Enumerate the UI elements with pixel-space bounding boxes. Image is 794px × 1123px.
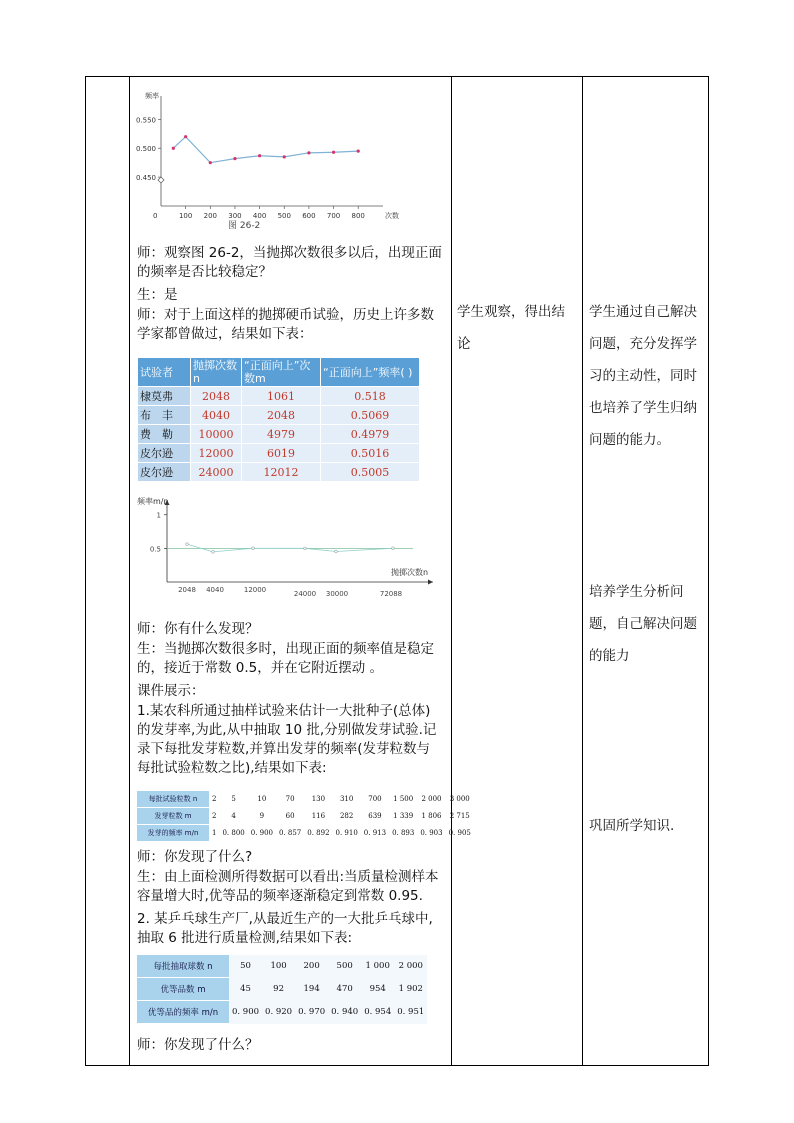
table-cell: 2 — [212, 795, 217, 804]
table-cell: 0.5069 — [321, 406, 420, 425]
table-header: 发芽的频率 m/n — [137, 825, 209, 842]
table-cell: 12012 — [242, 463, 321, 482]
x-tick-label: 400 — [252, 212, 267, 220]
exercise-1: 1.某农科所通过抽样试验来估计一大批种子(总体)的发芽率,为此,从中抽取 10 批,分别做发芽试验.记录下每批发芽粒数,并算出发芽的频率(发芽粒数与每批试验粒数之比),结果如下表: — [137, 703, 437, 776]
student-answer-1: 生：是 — [137, 287, 178, 303]
table-cell: 1 000 — [361, 955, 394, 978]
table-cell: 92 — [262, 978, 295, 1001]
table-cell: 116 — [311, 812, 326, 820]
data-point — [209, 161, 212, 164]
frequency-line — [173, 137, 358, 163]
student-answer-2: 生：当抛掷次数很多时，出现正面的频率值是稳定的，接近于常数 0.5，并在它附近摆动 。 — [137, 641, 434, 676]
x-tick-label: 800 — [351, 212, 365, 220]
design-intent-3: 巩固所学知识. — [589, 818, 675, 834]
table-cell: 194 — [295, 978, 328, 1001]
teacher-statement-1: 师：对于上面这样的抛掷硬币试验，历史上许多数学家都曾做过，结果如下表： — [137, 307, 434, 342]
table-cell: 282 — [339, 812, 354, 820]
table-cell: 500 — [328, 955, 361, 978]
table-header: 优等品的频率 m/n — [137, 1001, 229, 1024]
table-cell: 10000 — [191, 425, 242, 444]
table-cell: 0. 905 — [448, 829, 471, 837]
x-tick-label: 500 — [277, 212, 291, 220]
table-cell: 0. 920 — [262, 1001, 295, 1024]
data-point — [172, 147, 175, 150]
y-tick-label: 0.500 — [135, 145, 156, 154]
courseware-label: 课件展示： — [137, 683, 205, 699]
teacher-question-1: 师：观察图 26-2，当抛掷次数很多以后，出现正面的频率是否比较稳定？ — [137, 245, 442, 280]
axis-break-icon — [158, 177, 164, 183]
y-tick-label: 1 — [156, 511, 161, 520]
table-row — [137, 978, 427, 1001]
x-tick-label: 2048 — [178, 586, 196, 594]
table-cell: 200 — [295, 955, 328, 978]
y-axis-label: 频率 — [145, 92, 159, 100]
table-cell: 1 806 — [421, 812, 442, 820]
data-point — [392, 547, 395, 550]
table-cell: 60 — [285, 812, 295, 820]
history-frequency-chart — [135, 494, 445, 598]
x-tick-label: 600 — [302, 212, 316, 220]
table-row — [138, 387, 420, 406]
table-cell: 100 — [262, 955, 295, 978]
table-cell: 954 — [361, 978, 394, 1001]
x-tick-label: 12000 — [243, 586, 267, 594]
figure-caption: 图 26-2 — [228, 221, 261, 231]
ball-table — [137, 955, 427, 1024]
design-intent-1: 学生通过自己解决问题，充分发挥学习的主动性，同时也培养了学生归纳问题的能力。 — [589, 304, 697, 448]
table-cell: 0. 893 — [392, 829, 415, 837]
table-cell: 9 — [259, 812, 265, 820]
history-header: 抛掷次数n — [191, 358, 242, 387]
table-header: 每批试验粒数 n — [137, 791, 209, 808]
x-tick-label: 100 — [178, 212, 193, 220]
table-cell: 10 — [257, 795, 267, 804]
student-answer-3: 生：由上面检测所得数据可以看出:当质量检测样本容量增大时,优等品的频率逐渐稳定到常数 0.95. — [137, 869, 439, 904]
column-divider-1 — [129, 76, 130, 1066]
x-tick-label: 24000 — [293, 590, 317, 598]
history-header: “正面向上”次数m — [242, 358, 321, 387]
student-activity: 学生观察，得出结论 — [457, 304, 565, 352]
table-cell: 2 715 — [449, 812, 470, 820]
x-tick-label: 4040 — [206, 586, 224, 594]
table-cell: 1 500 — [393, 795, 414, 804]
table-cell: 0. 900 — [250, 829, 273, 837]
table-cell: 3 000 — [449, 795, 470, 804]
table-header: 发芽粒数 m — [137, 808, 209, 825]
table-cell: 0. 857 — [279, 829, 302, 837]
teacher-question-2: 师：你有什么发现？ — [137, 621, 259, 637]
x-tick-label: 300 — [228, 212, 242, 220]
history-header: “正面向上”频率( ) — [321, 358, 420, 387]
table-cell: 70 — [285, 795, 295, 804]
table-cell: 0. 970 — [295, 1001, 328, 1024]
column-divider-2 — [451, 76, 452, 1066]
data-point — [233, 157, 236, 160]
table-cell: 0. 892 — [307, 829, 330, 837]
table-cell: 45 — [229, 978, 262, 1001]
design-intent-2: 培养学生分析问题，自己解决问题的能力 — [589, 584, 697, 664]
table-row — [137, 1001, 427, 1024]
table-cell: 0. 800 — [222, 829, 245, 837]
y-tick-label: 0.550 — [135, 116, 156, 125]
data-point — [304, 547, 307, 550]
data-point — [335, 550, 338, 553]
data-point — [357, 150, 360, 153]
table-cell: 0. 900 — [229, 1001, 262, 1024]
table-cell: 2 000 — [394, 955, 427, 978]
x-tick-label: 700 — [326, 212, 341, 220]
table-cell: 0. 951 — [394, 1001, 427, 1024]
table-cell: 皮尔逊 — [138, 444, 191, 463]
table-cell: 700 — [368, 795, 382, 804]
data-point — [186, 543, 189, 546]
table-cell: 50 — [229, 955, 262, 978]
table-cell: 310 — [339, 795, 354, 804]
data-point — [258, 154, 261, 157]
data-point — [252, 547, 255, 550]
seed-table — [137, 791, 474, 842]
table-cell: 1061 — [242, 387, 321, 406]
table-cell: 639 — [368, 812, 382, 820]
table-cell: 4979 — [242, 425, 321, 444]
history-table — [137, 357, 420, 482]
table-cell: 布 丰 — [138, 406, 191, 425]
table-cell: 0.518 — [321, 387, 420, 406]
y-tick-label: 0.450 — [135, 174, 156, 183]
data-point — [212, 551, 215, 554]
table-row — [137, 955, 427, 978]
coin-frequency-chart — [135, 84, 405, 234]
table-cell: 1 902 — [394, 978, 427, 1001]
y-tick-label: 0.5 — [149, 545, 161, 554]
table-cell: 24000 — [191, 463, 242, 482]
table-row — [137, 808, 474, 825]
origin-label: 0 — [153, 212, 158, 220]
table-cell: 1 — [212, 829, 217, 837]
data-point — [307, 151, 310, 154]
table-cell: 470 — [328, 978, 361, 1001]
exercise-2: 2. 某乒乓球生产厂,从最近生产的一大批乒乓球中,抽取 6 批进行质量检测,结果如下表: — [137, 911, 433, 946]
table-row — [137, 791, 474, 808]
x-axis-arrow-icon — [428, 580, 433, 585]
table-cell: 皮尔逊 — [138, 463, 191, 482]
table-row — [137, 825, 474, 842]
table-row — [138, 463, 420, 482]
x-tick-label: 30000 — [325, 590, 349, 598]
table-row — [138, 444, 420, 463]
x-tick-label: 72088 — [379, 590, 403, 598]
table-cell: 费 勒 — [138, 425, 191, 444]
table-header: 优等品数 m — [137, 978, 229, 1001]
table-cell: 棣莫弗 — [138, 387, 191, 406]
table-cell: 4 — [231, 812, 236, 820]
teacher-question-3: 师：你发现了什么? — [137, 849, 253, 865]
table-cell: 0. 954 — [361, 1001, 394, 1024]
table-cell: 5 — [231, 795, 236, 804]
table-cell: 2 000 — [421, 795, 442, 804]
table-row — [138, 425, 420, 444]
x-tick-label: 200 — [203, 212, 217, 220]
teacher-question-4: 师：你发现了什么？ — [137, 1037, 259, 1053]
table-cell: 4040 — [191, 406, 242, 425]
table-cell: 2048 — [242, 406, 321, 425]
table-cell: 2048 — [191, 387, 242, 406]
table-cell: 0. 940 — [328, 1001, 361, 1024]
table-row — [138, 406, 420, 425]
table-cell: 0. 903 — [420, 829, 443, 837]
column-divider-3 — [582, 76, 583, 1066]
table-cell: 12000 — [191, 444, 242, 463]
table-cell: 1 339 — [393, 812, 414, 820]
table-cell: 0.5005 — [321, 463, 420, 482]
table-cell: 0. 910 — [335, 829, 358, 837]
y-axis-label: 频率m/n — [137, 497, 169, 506]
data-point — [332, 151, 335, 154]
x-axis-label: 抛掷次数n — [391, 568, 429, 577]
table-cell: 130 — [311, 795, 326, 804]
history-header: 试验者 — [138, 358, 191, 387]
table-cell: 0.5016 — [321, 444, 420, 463]
x-axis-label: 次数 — [385, 212, 399, 220]
table-cell: 2 — [212, 812, 217, 820]
data-point — [184, 135, 187, 138]
table-cell: 0.4979 — [321, 425, 420, 444]
data-point — [283, 155, 286, 158]
table-cell: 0. 913 — [363, 829, 387, 837]
table-cell: 6019 — [242, 444, 321, 463]
table-header: 每批抽取球数 n — [137, 955, 229, 978]
